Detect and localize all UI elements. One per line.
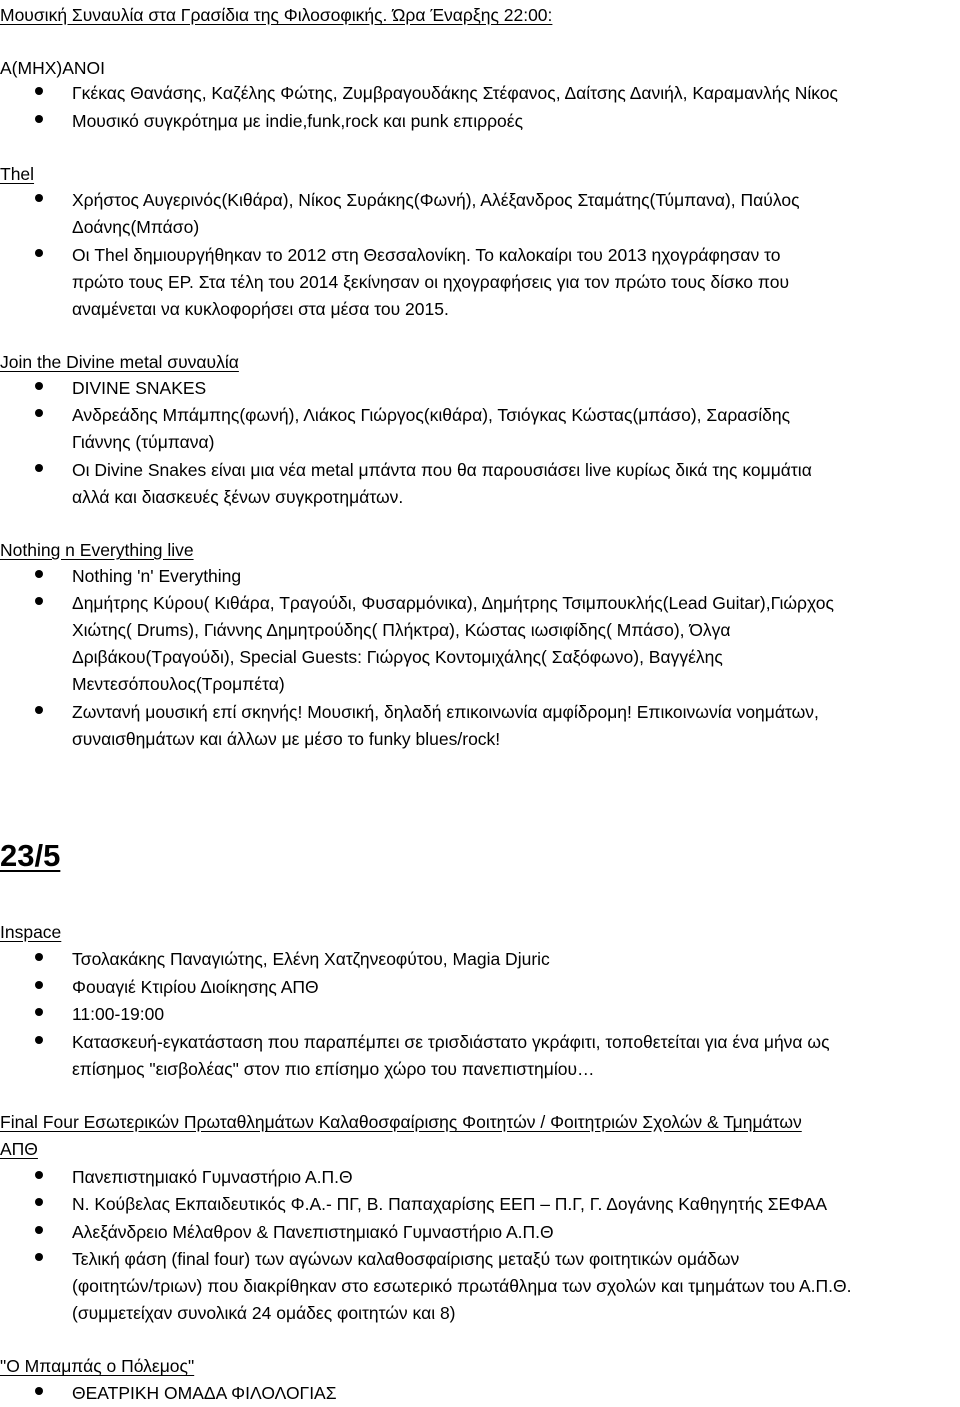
list-item-text: Οι Divine Snakes είναι μια νέα metal μπάντα που θα παρουσιάσει live κυρίως δικά της κομμάτια [72, 460, 812, 480]
list-item-text: ΘΕΑΤΡΙΚΗ ΟΜΑΔΑ ΦΙΛΟΛΟΓΙΑΣ [72, 1383, 337, 1403]
bullet-icon [35, 1171, 43, 1179]
list-item-text: αλλά και διασκευές ξένων συγκροτημάτων. [72, 487, 404, 507]
date-heading: 23/5 [0, 838, 61, 873]
list-item-text: 11:00-19:00 [72, 1004, 165, 1024]
bullet-icon [35, 1387, 43, 1395]
list-item-text: DIVINE SNAKES [72, 378, 207, 398]
bullet-icon [35, 953, 43, 961]
list-item-text: Φουαγιέ Κτιρίου Διοίκησης ΑΠΘ [72, 977, 319, 997]
section-name-final-four-cont: ΑΠΘ [0, 1139, 38, 1159]
list-item-text: Πανεπιστημιακό Γυμναστήριο Α.Π.Θ [72, 1167, 353, 1187]
bullet-icon [35, 1198, 43, 1206]
list-item-text: Αλεξάνδρειο Μέλαθρον & Πανεπιστημιακό Γυμναστήριο Α.Π.Θ [72, 1222, 554, 1242]
list-item-text: Nothing 'n' Everything [72, 566, 242, 586]
list-item-text: Μεντεσόπουλος(Τρομπέτα) [72, 674, 285, 694]
section-name-final-four: Final Four Εσωτερικών Πρωταθλημάτων Καλαθοσφαίρισης Φοιτητών / Φοιτητριών Σχολών & Τμημάτων [0, 1112, 802, 1132]
bullet-icon [35, 1226, 43, 1234]
section-name-inspace: Inspace [0, 922, 62, 942]
bullet-icon [35, 87, 43, 95]
bullet-icon [35, 382, 43, 390]
list-item-text: Δημήτρης Κύρου( Κιθάρα, Τραγούδι, Φυσαρμόνικα), Δημήτρης Τσιμπουκλής(Lead Guitar),Γιώρχος [72, 593, 834, 613]
list-item-text: Ν. Κούβελας Εκπαιδευτικός Φ.Α.- ΠΓ, Β. Παπαχαρίσης ΕΕΠ – Π.Γ, Γ. Δογάνης Καθηγητής ΣΕΦΑΑ [72, 1194, 828, 1214]
band-name-thel: Thel [0, 164, 35, 184]
band-name-join-the-divine: Join the Divine metal συναυλία [0, 352, 239, 372]
bullet-icon [35, 115, 43, 123]
bullet-icon [35, 464, 43, 472]
bullet-icon [35, 1008, 43, 1016]
list-item-text: Χιώτης( Drums), Γιάννης Δημητρούδης( Πλήκτρα), Κώστας ιωσιφίδης( Μπάσο), Όλγα [72, 620, 731, 640]
bullet-icon [35, 409, 43, 417]
concert-title: Μουσική Συναυλία στα Γρασίδια της Φιλοσοφικής. Ώρα Έναρξης 22:00: [0, 5, 553, 25]
list-item-text: Δριβάκου(Τραγούδι), Special Guests: Γιώργος Κοντομιχάλης( Σαξόφωνο), Βαγγέλης [72, 647, 723, 667]
list-item-text: Τελική φάση (final four) των αγώνων καλαθοσφαίρισης μεταξύ των φοιτητικών ομάδων [72, 1249, 740, 1269]
list-item-text: συναισθημάτων και άλλων με μέσο το funky blues/rock! [72, 729, 501, 749]
list-item-text: Κατασκευή-εγκατάσταση που παραπέμπει σε τρισδιάστατο γκράφιτι, τοποθετείται για ένα μήνα ως [72, 1032, 830, 1052]
list-item-text: Οι Thel δημιουργήθηκαν το 2012 στη Θεσσαλονίκη. Το καλοκαίρι του 2013 ηχογράφησαν το [72, 245, 781, 265]
bullet-icon [35, 1253, 43, 1261]
list-item-text: πρώτο τους EP. Στα τέλη του 2014 ξεκίνησαν οι ηχογραφήσεις για τον πρώτο τους δίσκο που [72, 272, 790, 292]
section-name-play: "Ο Μπαμπάς ο Πόλεμος" [0, 1356, 195, 1376]
list-item-text: (συμμετείχαν συνολικά 24 ομάδες φοιτητών και 8) [72, 1303, 456, 1323]
list-item-text: Γιάννης (τύμπανα) [72, 432, 215, 452]
list-item-text: Ανδρεάδης Μπάμπης(φωνή), Λιάκος Γιώργος(κιθάρα), Τσιόγκας Κώστας(μπάσο), Σαρασίδης [72, 405, 791, 425]
list-item-text: Μουσικό συγκρότημα με indie,funk,rock και punk επιρροές [72, 111, 524, 131]
band-name-nothing-n-everything: Nothing n Everything live [0, 540, 194, 560]
list-item-text: επίσημος "εισβολέας" στον πιο επίσημο χώρο του πανεπιστημίου… [72, 1059, 595, 1079]
bullet-icon [35, 597, 43, 605]
list-item-text: αναμένεται να κυκλοφορήσει στα μέσα του 2015. [72, 299, 449, 319]
list-item-text: (φοιτητών/τριων) που διακρίθηκαν στο εσωτερικό πρωτάθλημα των σχολών και τμημάτων του Α.Π.Θ. [72, 1276, 852, 1296]
bullet-icon [35, 1036, 43, 1044]
bullet-icon [35, 194, 43, 202]
list-item-text: Γκέκας Θανάσης, Καζέλης Φώτης, Ζυμβραγουδάκης Στέφανος, Δαίτσης Δανιήλ, Καραμανλής Νίκος [72, 83, 838, 103]
bullet-icon [35, 706, 43, 714]
bullet-icon [35, 981, 43, 989]
list-item-text: Δοάνης(Μπάσο) [72, 217, 200, 237]
bullet-icon [35, 570, 43, 578]
list-item-text: Χρήστος Αυγερινός(Κιθάρα), Νίκος Συράκης(Φωνή), Αλέξανδρος Σταμάτης(Τύμπανα), Παύλος [72, 190, 800, 210]
list-item-text: Ζωντανή μουσική επί σκηνής! Μουσική, δηλαδή επικοινωνία αμφίδρομη! Επικοινωνία νοημάτων, [72, 702, 819, 722]
band-name-amixanoi: Α(ΜΗΧ)ΑΝΟΙ [0, 58, 105, 78]
list-item-text: Τσολακάκης Παναγιώτης, Ελένη Χατζηνεοφύτου, Magia Djuric [72, 949, 550, 969]
bullet-icon [35, 249, 43, 257]
